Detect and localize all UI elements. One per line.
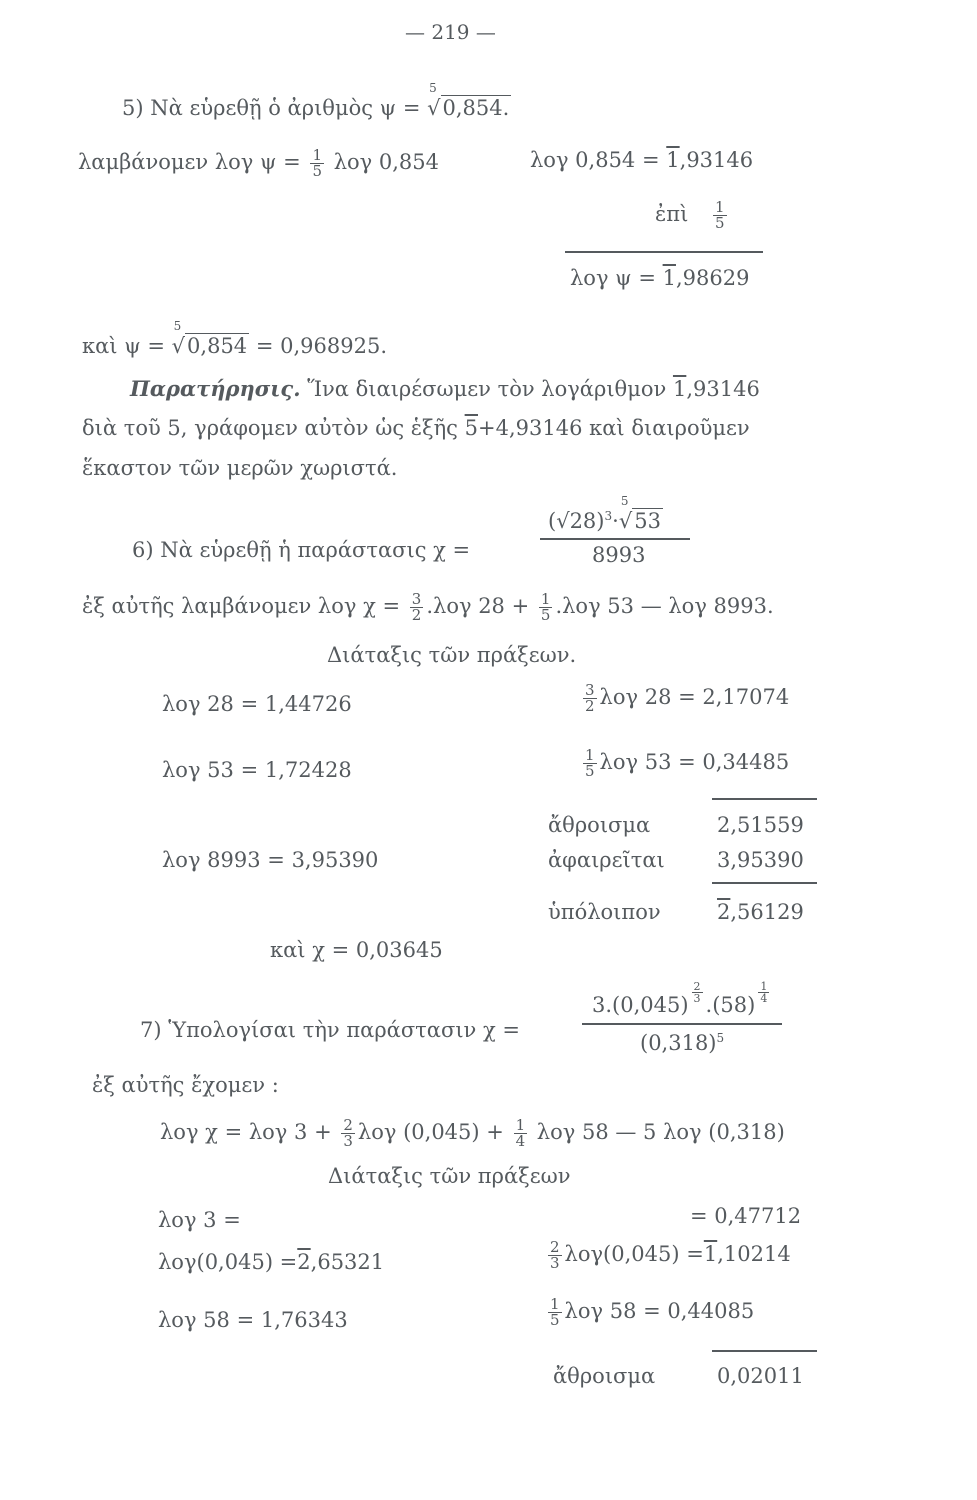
derive-tail: .λογ 53 — λογ 8993. (555, 594, 774, 618)
fraction-two-thirds-2 (548, 1240, 562, 1271)
problem-6-numerator (548, 494, 663, 533)
numerator: 3 (585, 681, 595, 699)
numerator-58: .(58) (705, 993, 756, 1017)
log-53-right (580, 748, 789, 779)
denominator: 5 (585, 762, 595, 780)
remainder-rule (712, 882, 817, 884)
fraction-one-quarter (514, 1118, 528, 1149)
denominator: 3 (343, 1132, 353, 1150)
sqrt-28: (√28) (548, 509, 605, 533)
log-8993-left: λογ 8993 = 3,95390 (162, 848, 379, 872)
log-0045-mantissa: ,65321 (310, 1250, 385, 1274)
numerator-base: 3.(0,045) (592, 993, 689, 1017)
remark-line-1 (130, 378, 760, 400)
log-0045-right-characteristic: 1 (703, 1242, 718, 1266)
log-0854-label: λογ 0,854 = (530, 148, 660, 172)
result-label: καὶ ψ = (82, 334, 165, 358)
fraction-three-halves-2 (583, 683, 597, 714)
log-53-left: λογ 53 = 1,72428 (162, 758, 352, 782)
numerator: 2 (693, 980, 701, 993)
fraction-one-fifth-3 (539, 592, 553, 623)
sum-label-7: ἄθροισμα (553, 1364, 656, 1388)
denominator: 5 (550, 1311, 560, 1329)
fraction-one-fifth (310, 148, 324, 179)
denominator: 2 (411, 606, 422, 624)
problem-5-heading (122, 81, 511, 120)
log-0045-right-label: λογ(0,045) = (564, 1242, 704, 1266)
subtract-label: ἀφαιρεῖται (548, 848, 665, 872)
radicand: 53 (634, 509, 661, 533)
fifth-root-53: 5 √53 (618, 494, 661, 533)
problem-7-denominator (640, 1032, 724, 1054)
root-index: 5 (620, 494, 629, 508)
problem-5-result (82, 319, 388, 358)
result-value: = 0,968925. (255, 334, 388, 358)
denominator: 5 (540, 606, 551, 624)
remainder-characteristic: 2 (717, 900, 731, 924)
numerator: 1 (540, 590, 551, 608)
denominator: 3 (693, 992, 701, 1005)
exponent-one-quarter (758, 981, 769, 1004)
exponent: 3 (604, 509, 613, 523)
numerator: 3 (411, 590, 422, 608)
sum-rule-7 (712, 1350, 817, 1352)
log-0045-left (158, 1252, 384, 1273)
numerator: 1 (550, 1295, 560, 1313)
log-psi-label: λογ ψ = (570, 266, 656, 290)
subtract-value: 3,95390 (717, 848, 804, 872)
problem-5-text: 5) Νὰ εὑρεθῇ ὁ ἀριθμὸς ψ = (122, 96, 421, 120)
equation-start: λογ χ = λογ 3 + (160, 1120, 332, 1144)
epi-label: ἐπὶ (655, 202, 689, 226)
radicand: 0,854. (442, 96, 510, 120)
problem-7-equation (160, 1118, 785, 1149)
log-3-right: = 0,47712 (690, 1204, 802, 1228)
log-0854-mantissa: ,93146 (679, 148, 754, 172)
exponent-two-thirds (692, 981, 703, 1004)
equation-mid: λογ (0,045) + (357, 1120, 504, 1144)
log-0854-line (530, 150, 753, 171)
fifth-root: 5 √0,854. (427, 81, 510, 120)
problem-6-result: καὶ χ = 0,03645 (270, 938, 443, 962)
fraction-bar (540, 538, 690, 540)
log-58-right (545, 1297, 754, 1328)
log-0045-right-mantissa: ,10214 (717, 1242, 791, 1266)
derive-mid: .λογ 28 + (426, 594, 530, 618)
problem-6-heading: 6) Νὰ εὑρεθῇ ἡ παράστασις χ = (132, 538, 471, 562)
equation-tail: λογ 58 — 5 λογ (0,318) (536, 1120, 785, 1144)
denominator-base: (0,318) (640, 1031, 717, 1055)
remark-title: Παρατήρησις. (130, 376, 301, 401)
remark-line-2 (82, 418, 750, 439)
log-3-left: λογ 3 = (158, 1208, 241, 1232)
sum-rule (712, 798, 817, 800)
remark-bar-5: 5 (464, 416, 478, 440)
problem-5-take-log (78, 148, 439, 179)
problem-7-numerator (592, 980, 772, 1017)
root-index: 5 (173, 319, 182, 333)
denominator: 4 (760, 992, 768, 1005)
problem-7-have: ἐξ αὐτῆς ἔχομεν : (92, 1073, 279, 1097)
fifth-root-result: 5 √0,854 (171, 319, 248, 358)
fraction-one-fifth-2 (713, 200, 727, 231)
log-psi-line (570, 268, 749, 289)
log-28-right (580, 683, 789, 714)
log-0854-characteristic: 1 (666, 148, 680, 172)
numerator: 2 (550, 1238, 560, 1256)
dot: · (612, 509, 619, 533)
radicand: 0,854 (187, 334, 248, 358)
log-0045-label: λογ(0,045) = (158, 1250, 298, 1274)
fraction-two-thirds (341, 1118, 355, 1149)
divider-rule (565, 251, 763, 253)
denominator: 4 (515, 1132, 526, 1150)
numerator: 1 (515, 1116, 526, 1134)
take-log-text: λαμβάνομεν λογ ψ = (78, 150, 301, 174)
sum-value: 2,51559 (717, 813, 804, 837)
remainder-label: ὑπόλοιπον (548, 900, 661, 924)
log-psi-characteristic: 1 (662, 266, 676, 290)
fraction-bar-7 (582, 1023, 782, 1025)
times-one-fifth (655, 200, 730, 231)
numerator: 1 (760, 980, 768, 993)
fraction-three-halves (410, 592, 424, 623)
derive-text: ἐξ αὐτῆς λαμβάνομεν λογ χ = (82, 594, 401, 618)
numerator: 1 (585, 746, 595, 764)
remark-mantissa: ,93146 (686, 377, 760, 401)
problem-7-heading: 7) Ὑπολογίσαι τὴν παράστασιν χ = (140, 1018, 520, 1042)
denominator: 5 (715, 214, 725, 232)
remark-line-3: ἕκαστον τῶν μερῶν χωριστά. (82, 456, 398, 480)
problem-7-arrangement-heading: Διάταξις τῶν πράξεων (328, 1164, 571, 1188)
log-psi-mantissa: ,98629 (675, 266, 750, 290)
remark-text-1: Ἵνα διαιρέσωμεν τὸν λογάριθμον (307, 377, 667, 401)
numerator: 1 (715, 198, 725, 216)
remainder-mantissa: ,56129 (730, 900, 804, 924)
denominator: 5 (312, 162, 322, 180)
exponent: 5 (716, 1031, 725, 1045)
page-number: — 219 — (405, 20, 496, 44)
problem-6-derivation (82, 592, 774, 623)
numerator: 1 (312, 146, 322, 164)
problem-6-arrangement-heading: Διάταξις τῶν πράξεων. (327, 643, 577, 667)
remark-text-2: διὰ τοῦ 5, γράφομεν αὐτὸν ὡς ἑξῆς (82, 416, 458, 440)
take-log-tail: λογ 0,854 (333, 150, 439, 174)
log-58-right-value: λογ 58 = 0,44085 (564, 1299, 755, 1323)
denominator: 3 (550, 1254, 560, 1272)
log-53-right-value: λογ 53 = 0,34485 (599, 750, 790, 774)
log-28-left: λογ 28 = 1,44726 (162, 692, 352, 716)
sum-value-7: 0,02011 (717, 1364, 804, 1388)
fraction-one-fifth-5 (548, 1297, 562, 1328)
sum-label: ἄθροισμα (548, 813, 651, 837)
problem-6-denominator: 8993 (592, 543, 646, 567)
denominator: 2 (585, 697, 595, 715)
remainder-value (717, 902, 804, 923)
log-0045-right (545, 1240, 791, 1271)
numerator: 2 (343, 1116, 353, 1134)
log-28-right-value: λογ 28 = 2,17074 (599, 685, 790, 709)
log-0045-characteristic: 2 (297, 1250, 311, 1274)
log-58-left: λογ 58 = 1,76343 (158, 1308, 348, 1332)
remark-text-2-tail: +4,93146 καὶ διαιροῦμεν (478, 416, 750, 440)
remark-characteristic: 1 (672, 377, 687, 401)
root-index: 5 (429, 81, 437, 95)
fraction-one-fifth-4 (583, 748, 597, 779)
